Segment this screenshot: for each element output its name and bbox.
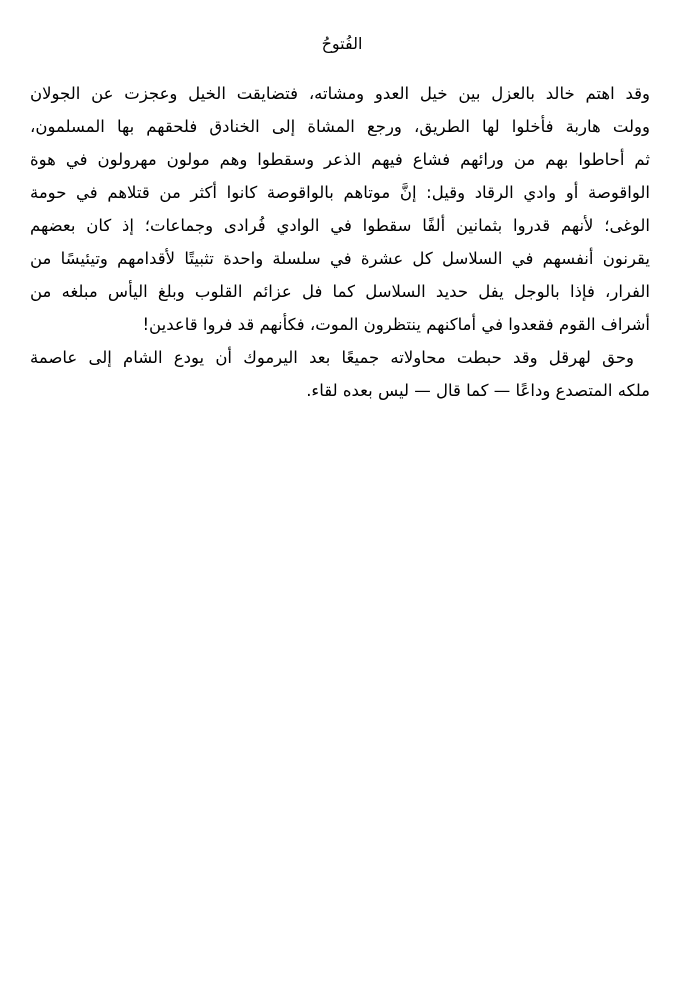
- text-line: الواقوصة أو وادي الرقاد وقيل: إنَّ موتاهم بالواقوصة كانوا أكثر من قتلاهم في حومة: [30, 183, 650, 202]
- text-line: ملكه المتصدع وداعًا — كما قال — ليس بعده لقاء.: [306, 381, 650, 400]
- running-header: الفُتوحُ: [321, 34, 363, 53]
- text-line: الفرار، فإذا بالوجل يفل حديد السلاسل كما فل عزائم القلوب وبلغ اليأس مبلغه من: [30, 282, 650, 301]
- text-line: وحق لهرقل وقد حبطت محاولاته جميعًا بعد اليرموك أن يودع الشام إلى عاصمة: [30, 348, 634, 367]
- text-line: يقرنون أنفسهم في السلاسل كل عشرة في سلسلة واحدة تثبيتًا لأقدامهم وتيئيسًا من: [30, 249, 650, 268]
- text-line: وولت هاربة فأخلوا لها الطريق، ورجع المشاة إلى الخنادق فلحقهم بها المسلمون،: [30, 117, 650, 136]
- text-line: ثم أحاطوا بهم من ورائهم فشاع فيهم الذعر وسقطوا وهم مولون مهرولون في هوة: [30, 150, 650, 169]
- text-line: أشراف القوم فقعدوا في أماكنهم ينتظرون الموت، فكأنهم قد فروا قاعدين!: [142, 315, 650, 334]
- text-line: وقد اهتم خالد بالعزل بين خيل العدو ومشاته، فتضايقت الخيل وعجزت عن الجولان: [30, 84, 650, 103]
- text-line: الوغى؛ لأنهم قدروا بثمانين ألفًا سقطوا في الوادي فُرادى وجماعات؛ إذ كان بعضهم: [30, 216, 650, 235]
